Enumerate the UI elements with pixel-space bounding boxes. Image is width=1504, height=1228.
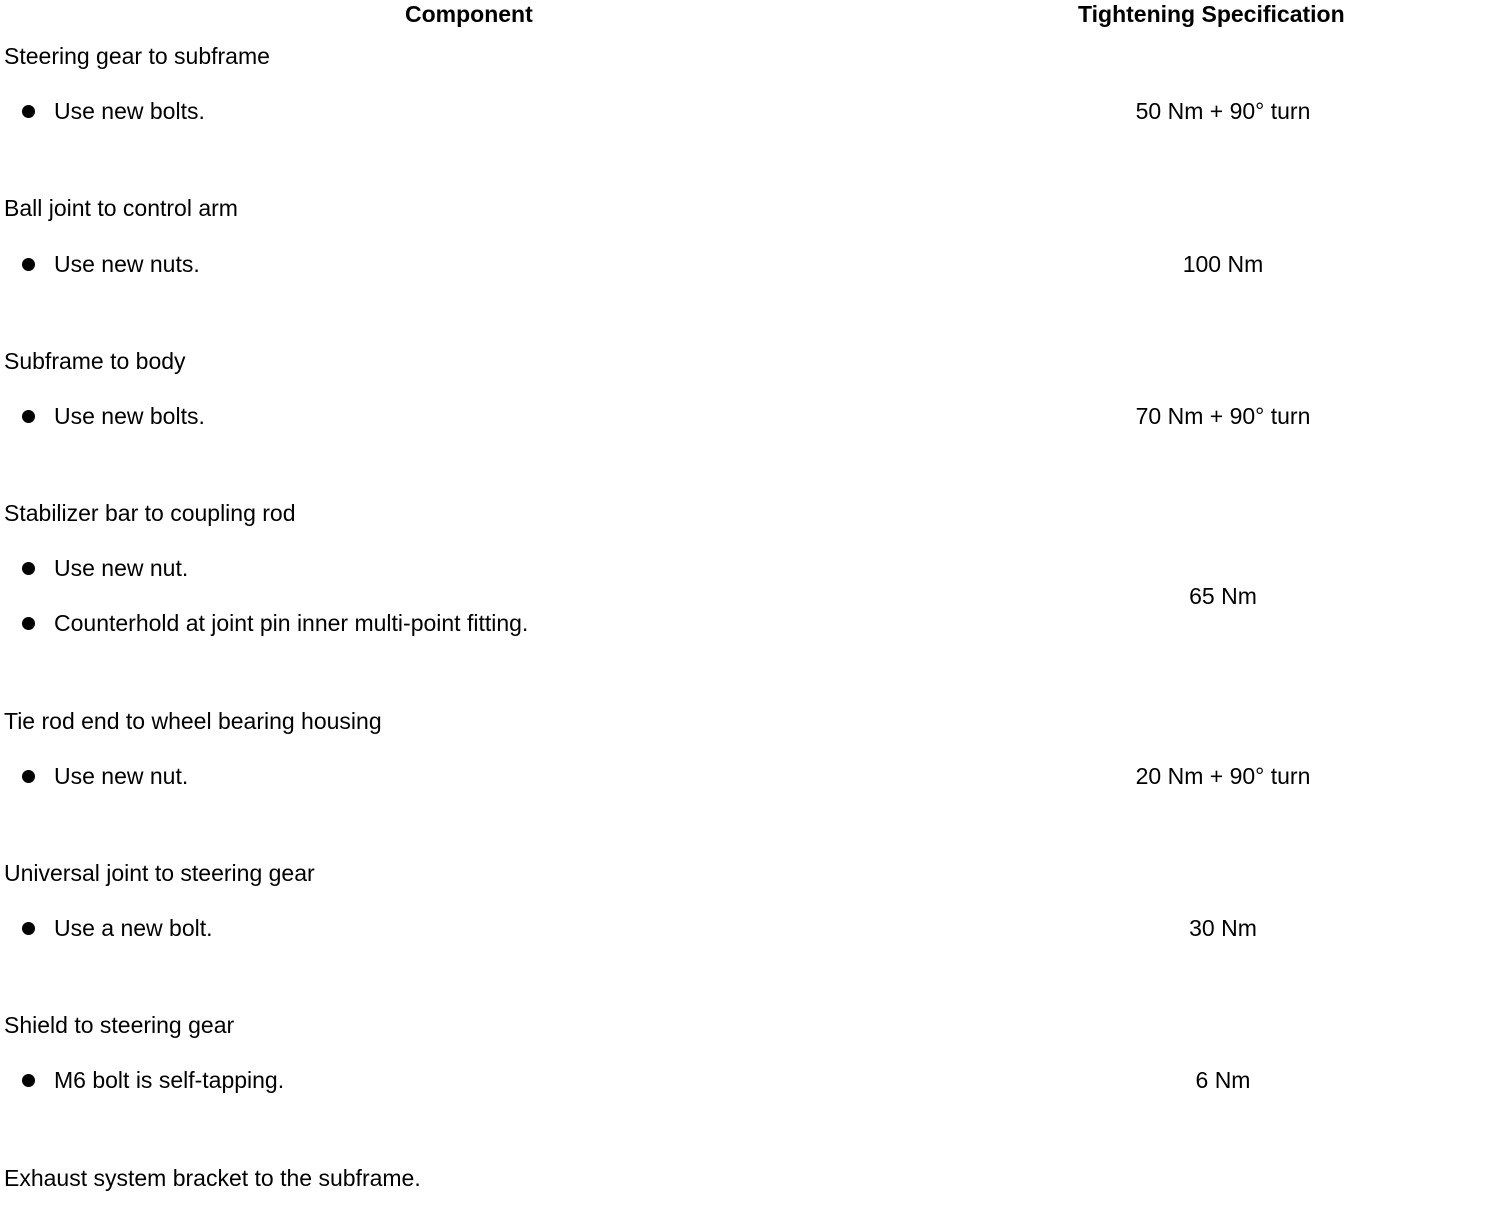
note-text: Use a new bolt. (54, 915, 213, 941)
spec-value: 50 Nm + 90° turn (1135, 98, 1311, 124)
component-label: Steering gear to subframe (4, 43, 270, 69)
note-item (22, 1066, 284, 1094)
bullet-icon (22, 410, 35, 423)
note-item (22, 402, 205, 430)
note-item (22, 609, 528, 637)
note-item (22, 762, 188, 790)
note-text: Use new nut. (54, 763, 189, 789)
bullet-icon (22, 105, 35, 118)
spec-value: 100 Nm (1182, 251, 1264, 277)
bullet-icon (22, 770, 35, 783)
note-text: Counterhold at joint pin inner multi-point fitting. (54, 610, 529, 636)
bullet-icon (22, 1074, 35, 1087)
spec-value: 6 Nm (1195, 1067, 1251, 1093)
component-label: Exhaust system bracket to the subframe. (4, 1165, 421, 1191)
bullet-icon (22, 258, 35, 271)
spec-value: 65 Nm (1189, 583, 1257, 609)
note-text: Use new nuts. (54, 251, 200, 277)
component-label: Subframe to body (4, 348, 186, 374)
component-label: Tie rod end to wheel bearing housing (4, 708, 382, 734)
note-item (22, 554, 188, 582)
specification-column-header: Tightening Specification (1078, 1, 1345, 27)
component-label: Ball joint to control arm (4, 195, 238, 221)
note-text: Use new bolts. (54, 98, 205, 124)
note-text: Use new bolts. (54, 403, 205, 429)
component-column-header: Component (405, 1, 533, 27)
note-item (22, 250, 200, 278)
spec-value: 70 Nm + 90° turn (1135, 403, 1311, 429)
note-item (22, 914, 213, 942)
bullet-icon (22, 922, 35, 935)
spec-value: 30 Nm (1189, 915, 1257, 941)
component-label: Stabilizer bar to coupling rod (4, 500, 296, 526)
bullet-icon (22, 617, 35, 630)
note-text: M6 bolt is self-tapping. (54, 1067, 285, 1093)
bullet-icon (22, 562, 35, 575)
note-text: Use new nut. (54, 555, 189, 581)
component-label: Shield to steering gear (4, 1012, 235, 1038)
note-item (22, 97, 205, 125)
spec-value: 20 Nm + 90° turn (1135, 763, 1311, 789)
component-label: Universal joint to steering gear (4, 860, 315, 886)
